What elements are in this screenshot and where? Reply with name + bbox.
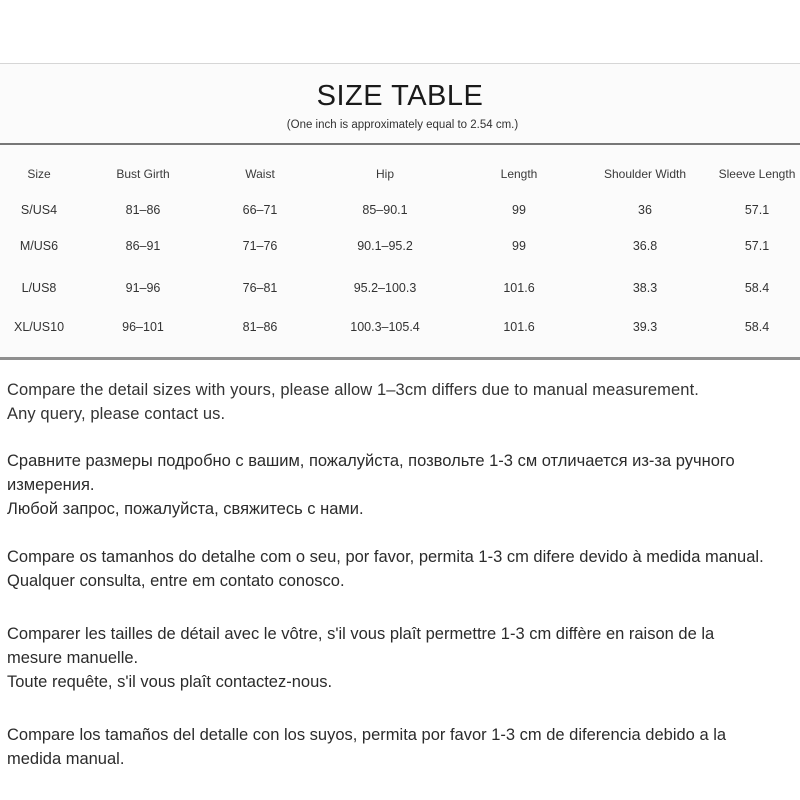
- note-line: mesure manuelle.: [7, 649, 139, 667]
- table-cell: 36.8: [632, 239, 658, 253]
- table-header-cell: Waist: [245, 167, 275, 181]
- note-line: medida manual.: [7, 750, 125, 768]
- size-table-subtitle: (One inch is approximately equal to 2.54 cm.): [286, 119, 519, 131]
- table-cell: 58.4: [744, 320, 770, 334]
- table-cell: 71–76: [242, 239, 278, 253]
- table-cell: 57.1: [744, 239, 770, 253]
- note-line: Сравните размеры подробно с вашим, пожалуйста, позвольте 1-3 см отличается из-за ручного: [7, 452, 735, 470]
- table-header-cell: Length: [500, 167, 538, 181]
- table-header-cell: Size: [27, 167, 51, 181]
- size-table-title: SIZE TABLE: [316, 80, 484, 112]
- note-french: [7, 622, 797, 694]
- table-header-cell: Bust Girth: [116, 167, 170, 181]
- table-cell: 39.3: [632, 320, 658, 334]
- note-line: Toute requête, s'il vous plaît contactez-nous.: [7, 673, 333, 691]
- note-line: Compare os tamanhos do detalhe com o seu, por favor, permita 1-3 cm difere devido à medida manual.: [7, 548, 764, 566]
- note-line: Compare the detail sizes with yours, please allow 1–3cm differs due to manual measurement.: [7, 381, 699, 399]
- table-cell: 86–91: [125, 239, 161, 253]
- table-header-cell: Hip: [375, 167, 395, 181]
- table-cell: 58.4: [744, 281, 770, 295]
- table-header-cell: Shoulder Width: [603, 167, 687, 181]
- note-line: Compare los tamaños del detalle con los suyos, permita por favor 1-3 cm de diferencia debido a la: [7, 726, 727, 744]
- note-english: [7, 378, 797, 426]
- note-line: Qualquer consulta, entre em contato conosco.: [7, 572, 345, 590]
- table-row-size: M/US6: [19, 239, 59, 253]
- table-cell: 99: [512, 239, 526, 253]
- note-line: Любой запрос, пожалуйста, свяжитесь с нами.: [7, 500, 364, 518]
- note-line: измерения.: [7, 476, 95, 494]
- note-portuguese: [7, 545, 797, 593]
- table-cell: 76–81: [242, 281, 278, 295]
- table-cell: 81–86: [125, 203, 161, 217]
- table-cell: 85–90.1: [362, 203, 408, 217]
- table-cell: 91–96: [125, 281, 161, 295]
- table-cell: 101.6: [503, 281, 535, 295]
- note-russian: [7, 449, 797, 521]
- note-line: Comparer les tailles de détail avec le vôtre, s'il vous plaît permettre 1-3 cm diffère en raison de la: [7, 625, 715, 643]
- table-row-size: XL/US10: [13, 320, 65, 334]
- table-cell: 101.6: [503, 320, 535, 334]
- table-cell: 95.2–100.3: [353, 281, 417, 295]
- note-line: Any query, please contact us.: [7, 405, 226, 423]
- table-cell: 38.3: [632, 281, 658, 295]
- table-cell: 90.1–95.2: [357, 239, 413, 253]
- table-cell: 96–101: [122, 320, 164, 334]
- table-row-size: S/US4: [20, 203, 58, 217]
- table-cell: 36: [638, 203, 652, 217]
- table-cell: 66–71: [242, 203, 278, 217]
- table-cell: 57.1: [744, 203, 770, 217]
- table-header-cell: Sleeve Length: [718, 167, 796, 181]
- table-cell: 100.3–105.4: [350, 320, 420, 334]
- table-cell: 99: [512, 203, 526, 217]
- table-row-size: L/US8: [21, 281, 57, 295]
- note-spanish: [7, 723, 797, 771]
- table-cell: 81–86: [242, 320, 278, 334]
